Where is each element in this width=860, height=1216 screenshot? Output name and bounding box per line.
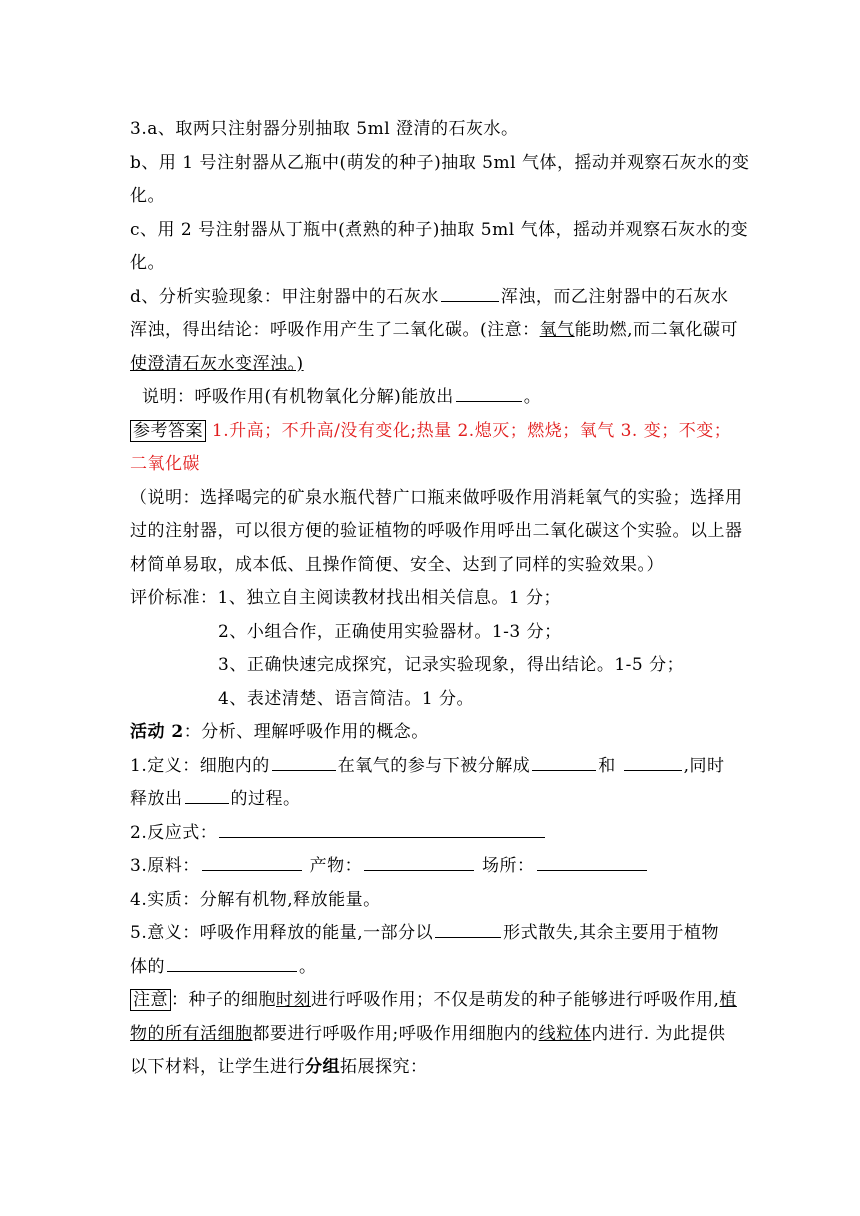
location-label: 场所：: [482, 856, 535, 876]
significance-text-d: 。: [299, 956, 317, 977]
answer-line1: [130, 415, 730, 449]
blank-life-activity: [167, 951, 297, 972]
definition-line2: [130, 783, 730, 817]
note-line2: 过的注射器，可以很方便的验证植物的呼吸作用呼出二氧化碳这个实验。以上器: [130, 521, 743, 541]
attention-text-f: 拓展探究：: [340, 1057, 428, 1077]
definition-text-a: 1.定义：细胞内的: [130, 755, 270, 776]
attention-text-b: 进行呼吸作用；不仅是萌发的种子能够进行呼吸作用,: [311, 990, 720, 1010]
step-3c-line2: 化。: [130, 253, 165, 273]
definition-text-b: 在氧气的参与下被分解成: [337, 755, 531, 776]
criteria-3: 3、正确快速完成探究，记录实验现象，得出结论。1-5 分；: [218, 655, 685, 675]
blank-formula: [219, 817, 545, 838]
answer-line2: 二氧化碳: [130, 454, 200, 474]
step-3b-line1: b、用 1 号注射器从乙瓶中(萌发的种子)抽取 5ml 气体，摇动并观察石灰水的变: [130, 152, 750, 173]
significance-line2: [130, 951, 730, 985]
definition-text-f: 的过程。: [230, 789, 301, 809]
essence-line: 4.实质：分解有机物,释放能量。: [130, 889, 381, 910]
step-3d-text-c: 浑浊，得出结论：呼吸作用产生了二氧化碳。(注意：: [130, 320, 540, 340]
note-line1: （说明：选择喝完的矿泉水瓶代替广口瓶来做呼吸作用消耗氧气的实验；选择用: [130, 487, 743, 508]
step-3d-line2: [130, 314, 739, 348]
explanation-text: 说明：呼吸作用(有机物氧化分解)能放出: [142, 387, 454, 407]
criteria-4: 4、表述清楚、语言简洁。1 分。: [218, 688, 475, 709]
step-3d-line3: [130, 348, 730, 382]
blank-limewater: [441, 281, 499, 302]
blank-energy: [456, 381, 522, 402]
attention-label: 注意: [130, 989, 171, 1011]
step-3d-text-b: 浑浊，而乙注射器中的石灰水: [500, 286, 729, 307]
activity2-subtitle: ：分析、理解呼吸作用的概念。: [183, 722, 429, 742]
criteria-1: 评价标准：1、独立自主阅读教材找出相关信息。1 分；: [130, 588, 562, 608]
underlined-always: 时刻: [276, 990, 311, 1010]
attention-bold-group: 分组: [305, 1057, 340, 1077]
step-3a: 3.a、取两只注射器分别抽取 5ml 澄清的石灰水。: [130, 119, 519, 139]
significance-text-c: 体的: [130, 956, 165, 977]
blank-organic: [272, 750, 336, 771]
underlined-living-cells: 物的所有活细胞: [130, 1023, 253, 1044]
definition-text-c: 和: [598, 755, 616, 776]
significance-text-a: 5.意义：呼吸作用释放的能量,一部分以: [130, 923, 434, 943]
step-3d-text-a: d、分析实验现象：甲注射器中的石灰水: [130, 286, 439, 307]
answer-label: 参考答案: [130, 420, 206, 442]
blank-heat: [435, 917, 501, 938]
attention-text-d: 内进行. 为此提供: [591, 1023, 726, 1044]
underlined-oxygen: 氧气: [539, 320, 575, 340]
blank-product1: [532, 750, 596, 771]
step-3c-line1: c、用 2 号注射器从丁瓶中(煮熟的种子)抽取 5ml 气体，摇动并观察石灰水的变: [130, 219, 749, 240]
activity2-heading: [130, 716, 730, 750]
activity2-title: 活动 2: [130, 722, 184, 742]
attention-line3: [130, 1051, 730, 1085]
underlined-mitochondria: 线粒体: [538, 1023, 592, 1044]
definition-text-e: 释放出: [130, 789, 183, 809]
formula-line: [130, 817, 730, 851]
underlined-plant: 植: [719, 990, 737, 1010]
attention-line1: [130, 984, 737, 1018]
blank-materials: [202, 850, 302, 871]
attention-text-e: 以下材料，让学生进行: [130, 1057, 305, 1077]
underlined-limewater-note: 使澄清石灰水变浑浊。): [130, 353, 304, 374]
products-label: 产物：: [309, 856, 363, 876]
attention-text-c: 都要进行呼吸作用;呼吸作用细胞内的: [252, 1023, 539, 1044]
answer-text: 1.升高；不升高/没有变化;热量 2.熄灭；燃烧；氧气 3. 变；不变；: [206, 420, 732, 441]
attention-text-a: ：种子的细胞: [171, 990, 276, 1010]
significance-text-b: 形式散失,其余主要用于植物: [503, 923, 720, 943]
step-3b-line2: 化。: [130, 186, 165, 206]
definition-line1: [130, 750, 730, 784]
blank-product2: [624, 750, 682, 771]
step-3d-line1: [130, 281, 730, 315]
document-body: [130, 113, 750, 1085]
blank-location: [537, 850, 647, 871]
note-line3: 材简单易取，成本低、且操作简便、安全、达到了同样的实验效果。）: [130, 554, 664, 575]
formula-label: 2.反应式：: [130, 822, 218, 843]
materials-line: [130, 850, 730, 884]
attention-line2: [130, 1018, 730, 1052]
explanation-end: 。: [523, 387, 542, 407]
step-3d-text-d: 能助燃,而二氧化碳可: [574, 320, 739, 340]
materials-label: 3.原料：: [130, 856, 200, 876]
criteria-2: 2、小组合作，正确使用实验器材。1-3 分；: [218, 621, 562, 642]
blank-release: [185, 783, 229, 804]
explanation-line: [130, 381, 730, 415]
definition-text-d: ,同时: [683, 755, 725, 776]
significance-line1: [130, 917, 730, 951]
blank-products: [364, 850, 474, 871]
